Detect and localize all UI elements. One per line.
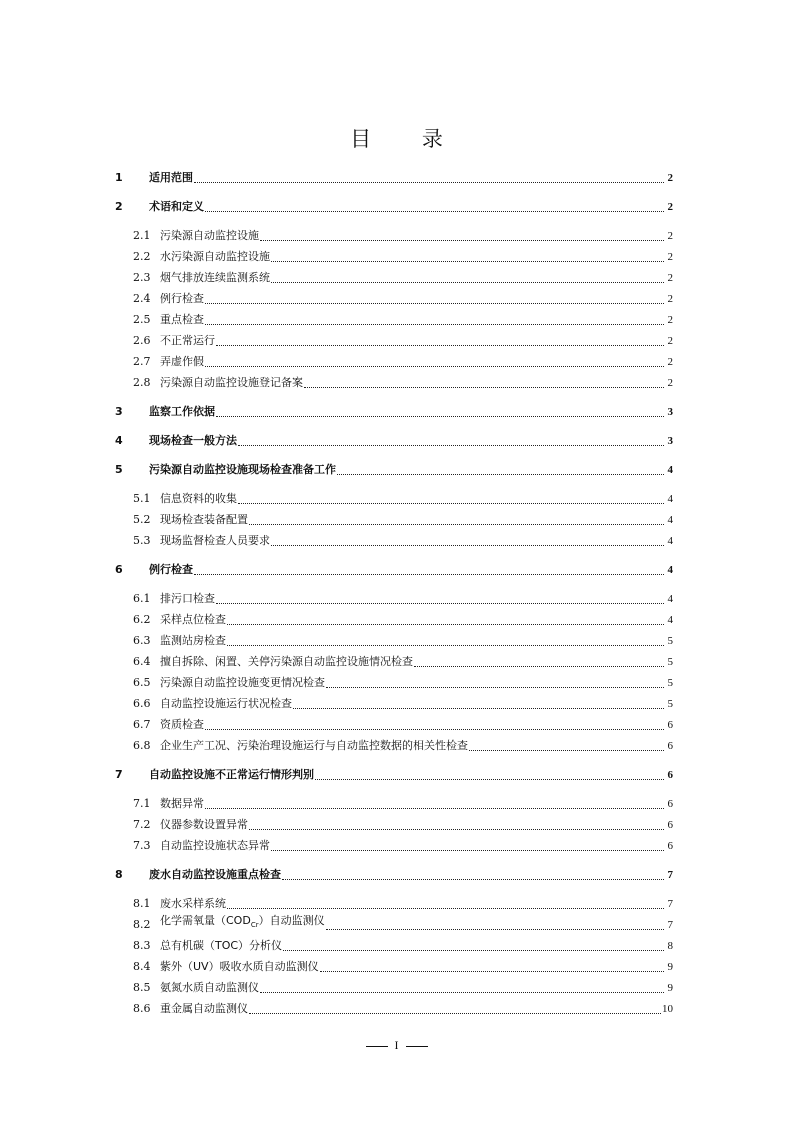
- toc-dot-leader: [205, 728, 664, 730]
- toc-section-entry[interactable]: [133, 959, 673, 975]
- toc-entry-title-text: 弄虚作假: [160, 355, 204, 368]
- toc-section-entry[interactable]: [133, 354, 673, 370]
- toc-section-entry[interactable]: [133, 675, 673, 691]
- toc-entry-page-number: 6: [667, 840, 673, 852]
- toc-entry-title-text: 现场检查一般方法: [149, 434, 237, 447]
- toc-entry-number: 7: [115, 768, 123, 781]
- toc-entry-title-text: 仪器参数设置异常: [160, 818, 248, 831]
- toc-section-entry[interactable]: [133, 312, 673, 328]
- toc-section-entry[interactable]: [133, 938, 673, 954]
- toc-entry-page-number: 7: [667, 898, 673, 910]
- toc-entry-title: [160, 1001, 248, 1017]
- toc-entry-page-number: 7: [667, 869, 673, 881]
- toc-section-entry[interactable]: [133, 512, 673, 528]
- toc-entry-title-text: 总有机碳（TOC）分析仪: [160, 939, 283, 952]
- toc-entry-title-text: 现场监督检查人员要求: [160, 534, 270, 547]
- toc-dot-leader: [320, 970, 664, 972]
- toc-entry-title: [149, 433, 237, 449]
- toc-section-entry[interactable]: [133, 333, 673, 349]
- toc-entry-title-text: 烟气排放连续监测系统: [160, 271, 270, 284]
- toc-entry-number: 6: [115, 563, 123, 576]
- toc-entry-number: 2.2: [133, 250, 151, 263]
- toc-entry-number: 8.5: [133, 981, 151, 994]
- toc-entry-page-number: 6: [667, 769, 673, 781]
- toc-entry-number: 6.7: [133, 718, 151, 731]
- toc-entry-title: [160, 612, 226, 628]
- toc-entry-title-text: 擅自拆除、闲置、关停污染源自动监控设施情况检查: [160, 655, 413, 668]
- toc-entry-title-text: 污染源自动监控设施: [160, 229, 259, 242]
- toc-entry-page-number: 2: [667, 251, 673, 263]
- toc-entry-number: 6.3: [133, 634, 151, 647]
- toc-entry-page-number: 5: [667, 698, 673, 710]
- toc-entry-number: 8: [115, 868, 123, 881]
- toc-entry-title-text: 自动监控设施运行状况检查: [160, 697, 292, 710]
- toc-chapter-entry[interactable]: [115, 170, 673, 186]
- toc-entry-title-text: 例行检查: [160, 292, 204, 305]
- toc-entry-page-number: 2: [667, 377, 673, 389]
- toc-entry-title-text-after: ）自动监测仪: [258, 913, 325, 927]
- toc-chapter-entry[interactable]: [115, 562, 673, 578]
- toc-entry-number: 5.2: [133, 513, 151, 526]
- toc-entry-title: [160, 654, 413, 670]
- toc-entry-title: [160, 633, 226, 649]
- toc-entry-title: [160, 312, 204, 328]
- toc-entry-title: [160, 491, 237, 507]
- toc-entry-title: [160, 796, 204, 812]
- toc-entry-title-text: 术语和定义: [149, 200, 204, 213]
- toc-entry-page-number: 5: [667, 677, 673, 689]
- toc-entry-number: 5.1: [133, 492, 151, 505]
- toc-entry-title: [149, 199, 204, 215]
- toc-entry-title: [160, 738, 468, 754]
- toc-entry-page-number: 4: [667, 593, 673, 605]
- toc-entry-title: [149, 562, 193, 578]
- toc-entry-number: 6.4: [133, 655, 151, 668]
- toc-entry-number: 8.2: [133, 918, 151, 931]
- toc-chapter-entry[interactable]: [115, 404, 673, 420]
- toc-entry-title: [160, 270, 270, 286]
- toc-entry-title-text: 污染源自动监控设施变更情况检查: [160, 676, 325, 689]
- toc-section-entry[interactable]: [133, 633, 673, 649]
- toc-entry-number: 8.6: [133, 1002, 151, 1015]
- toc-dot-leader: [271, 849, 664, 851]
- toc-entry-title: [160, 333, 215, 349]
- toc-entry-page-number: 2: [667, 293, 673, 305]
- toc-section-entry[interactable]: [133, 291, 673, 307]
- toc-dot-leader: [249, 828, 664, 830]
- toc-dot-leader: [260, 239, 664, 241]
- toc-entry-page-number: 8: [667, 940, 673, 952]
- toc-dot-leader: [283, 949, 664, 951]
- toc-entry-number: 5: [115, 463, 123, 476]
- toc-entry-page-number: 3: [667, 435, 673, 447]
- toc-entry-title-text: 重点检查: [160, 313, 204, 326]
- toc-entry-number: 6.2: [133, 613, 151, 626]
- toc-section-entry[interactable]: [133, 249, 673, 265]
- toc-chapter-entry[interactable]: [115, 767, 673, 783]
- toc-dot-leader: [326, 928, 664, 930]
- toc-dot-leader: [282, 878, 664, 880]
- toc-dot-leader: [271, 544, 664, 546]
- toc-entry-title-text: 废水自动监控设施重点检查: [149, 868, 281, 881]
- toc-dot-leader: [205, 323, 664, 325]
- toc-entry-title-text: 水污染源自动监控设施: [160, 250, 270, 263]
- toc-entry-number: 4: [115, 434, 123, 447]
- toc-entry-title-text: 废水采样系统: [160, 897, 226, 910]
- toc-dot-leader: [315, 778, 664, 780]
- toc-entry-title-text: 氨氮水质自动监测仪: [160, 981, 259, 994]
- toc-dot-leader: [216, 344, 664, 346]
- toc-dot-leader: [249, 523, 664, 525]
- toc-entry-number: 2.3: [133, 271, 151, 284]
- toc-entry-page-number: 4: [667, 564, 673, 576]
- toc-dot-leader: [227, 623, 664, 625]
- toc-entry-title: [160, 959, 319, 975]
- toc-section-entry[interactable]: [133, 980, 673, 996]
- toc-section-entry[interactable]: [133, 696, 673, 712]
- toc-section-entry[interactable]: [133, 896, 673, 912]
- toc-section-entry[interactable]: [133, 533, 673, 549]
- toc-entry-title: [160, 838, 270, 854]
- toc-entry-title: [160, 533, 270, 549]
- toc-section-entry[interactable]: [133, 375, 673, 391]
- toc-entry-title-subscript: Cr: [250, 921, 259, 929]
- toc-entry-title-text: 自动监控设施状态异常: [160, 839, 270, 852]
- toc-entry-number: 2.5: [133, 313, 151, 326]
- toc-dot-leader: [205, 365, 664, 367]
- toc-entry-title: [160, 228, 259, 244]
- toc-section-entry[interactable]: [133, 591, 673, 607]
- toc-entry-title-text: 例行检查: [149, 563, 193, 576]
- toc-entry-title-text: 重金属自动监测仪: [160, 1002, 248, 1015]
- toc-dot-leader: [271, 281, 664, 283]
- toc-chapter-entry[interactable]: [115, 433, 673, 449]
- toc-section-entry[interactable]: [133, 1001, 673, 1017]
- toc-dot-leader: [216, 415, 664, 417]
- toc-entry-page-number: 4: [667, 514, 673, 526]
- toc-entry-page-number: 7: [667, 919, 673, 931]
- toc-entry-title: [160, 938, 282, 954]
- toc-entry-number: 7.3: [133, 839, 151, 852]
- toc-entry-title: [160, 817, 248, 833]
- toc-dot-leader: [238, 444, 664, 446]
- toc-entry-title-text: 适用范围: [149, 171, 193, 184]
- toc-entry-title-text: 污染源自动监控设施现场检查准备工作: [149, 463, 336, 476]
- toc-entry-number: 7.1: [133, 797, 151, 810]
- toc-dot-leader: [469, 749, 664, 751]
- toc-entry-page-number: 2: [667, 356, 673, 368]
- footer-dash-left: [366, 1046, 388, 1047]
- toc-section-entry[interactable]: [133, 913, 673, 933]
- toc-dot-leader: [227, 644, 664, 646]
- toc-entry-page-number: 4: [667, 493, 673, 505]
- toc-entry-page-number: 10: [662, 1003, 673, 1015]
- toc-entry-number: 2.7: [133, 355, 151, 368]
- toc-entry-page-number: 2: [667, 314, 673, 326]
- toc-entry-title: [160, 696, 292, 712]
- toc-entry-page-number: 2: [667, 335, 673, 347]
- toc-entry-title-text: 采样点位检查: [160, 613, 226, 626]
- toc-entry-number: 8.3: [133, 939, 151, 952]
- toc-entry-page-number: 5: [667, 656, 673, 668]
- toc-entry-page-number: 2: [667, 272, 673, 284]
- footer-dash-right: [406, 1046, 428, 1047]
- toc-entry-title-text: 不正常运行: [160, 334, 215, 347]
- toc-entry-title-text: 信息资料的收集: [160, 492, 237, 505]
- toc-entry-title-text: 监测站房检查: [160, 634, 226, 647]
- toc-dot-leader: [205, 210, 664, 212]
- toc-dot-leader: [238, 502, 664, 504]
- toc-entry-title-text: 监察工作依据: [149, 405, 215, 418]
- toc-dot-leader: [271, 260, 664, 262]
- toc-entry-page-number: 6: [667, 798, 673, 810]
- toc-entry-title: [149, 462, 336, 478]
- toc-entry-title: [149, 170, 193, 186]
- toc-section-entry[interactable]: [133, 228, 673, 244]
- toc-entry-number: 8.1: [133, 897, 151, 910]
- toc-section-entry[interactable]: [133, 838, 673, 854]
- toc-entry-page-number: 2: [667, 172, 673, 184]
- toc-chapter-entry[interactable]: [115, 462, 673, 478]
- toc-section-entry[interactable]: [133, 491, 673, 507]
- toc-entry-title: [160, 512, 248, 528]
- toc-entry-number: 1: [115, 171, 123, 184]
- toc-entry-page-number: 5: [667, 635, 673, 647]
- toc-entry-page-number: 6: [667, 719, 673, 731]
- toc-entry-number: 5.3: [133, 534, 151, 547]
- toc-section-entry[interactable]: [133, 270, 673, 286]
- toc-entry-title: [160, 375, 303, 391]
- toc-entry-number: 2.4: [133, 292, 151, 305]
- toc-entry-number: 6.1: [133, 592, 151, 605]
- toc-entry-title-text: 自动监控设施不正常运行情形判别: [149, 768, 314, 781]
- toc-entry-title: [160, 354, 204, 370]
- toc-dot-leader: [304, 386, 664, 388]
- toc-section-entry[interactable]: [133, 612, 673, 628]
- toc-entry-page-number: 2: [667, 201, 673, 213]
- toc-dot-leader: [337, 473, 664, 475]
- toc-entry-number: 2.8: [133, 376, 151, 389]
- toc-section-entry[interactable]: [133, 817, 673, 833]
- toc-entry-title-text: 企业生产工况、污染治理设施运行与自动监控数据的相关性检查: [160, 739, 468, 752]
- toc-entry-number: 7.2: [133, 818, 151, 831]
- toc-entry-number: 2.1: [133, 229, 151, 242]
- toc-dot-leader: [205, 807, 664, 809]
- toc-entry-number: 8.4: [133, 960, 151, 973]
- toc-dot-leader: [414, 665, 664, 667]
- toc-entry-title-text: 现场检查装备配置: [160, 513, 248, 526]
- toc-entry-title-text: 污染源自动监控设施登记备案: [160, 376, 303, 389]
- toc-entry-title: [149, 767, 314, 783]
- toc-entry-title: [160, 896, 226, 912]
- toc-dot-leader: [194, 181, 664, 183]
- toc-dot-leader: [249, 1012, 661, 1014]
- toc-entry-number: 6.8: [133, 739, 151, 752]
- toc-chapter-entry[interactable]: [115, 199, 673, 215]
- toc-entry-page-number: 6: [667, 740, 673, 752]
- toc-entry-title-text: 数据异常: [160, 797, 204, 810]
- page-title: 目 录: [350, 127, 465, 151]
- toc-entry-title-text: 紫外（UV）吸收水质自动监测仪: [160, 960, 319, 973]
- toc-entry-title: [160, 675, 325, 691]
- toc-entry-page-number: 6: [667, 819, 673, 831]
- toc-entry-title-text: 排污口检查: [160, 592, 215, 605]
- toc-dot-leader: [260, 991, 664, 993]
- footer-page-number: I: [394, 1038, 399, 1052]
- toc-entry-number: 2.6: [133, 334, 151, 347]
- toc-entry-number: 6.5: [133, 676, 151, 689]
- toc-entry-title: [149, 867, 281, 883]
- toc-entry-number: 3: [115, 405, 123, 418]
- toc-entry-title-text: 化学需氧量（COD: [160, 913, 251, 927]
- toc-section-entry[interactable]: [133, 738, 673, 754]
- toc-entry-title: [160, 913, 325, 933]
- toc-dot-leader: [326, 686, 664, 688]
- toc-entry-number: 6.6: [133, 697, 151, 710]
- toc-section-entry[interactable]: [133, 654, 673, 670]
- toc-dot-leader: [227, 907, 664, 909]
- toc-section-entry[interactable]: [133, 796, 673, 812]
- toc-entry-page-number: 3: [667, 406, 673, 418]
- toc-dot-leader: [216, 602, 664, 604]
- toc-entry-title: [149, 404, 215, 420]
- toc-chapter-entry[interactable]: [115, 867, 673, 883]
- page-footer: [0, 1038, 793, 1052]
- toc-entry-page-number: 9: [667, 982, 673, 994]
- toc-section-entry[interactable]: [133, 717, 673, 733]
- toc-entry-number: 2: [115, 200, 123, 213]
- toc-entry-title-text: 资质检查: [160, 718, 204, 731]
- toc-dot-leader: [293, 707, 664, 709]
- toc-entry-page-number: 4: [667, 535, 673, 547]
- toc-entry-page-number: 4: [667, 464, 673, 476]
- toc-entry-title: [160, 980, 259, 996]
- toc-entry-title: [160, 591, 215, 607]
- toc-entry-title: [160, 717, 204, 733]
- toc-entry-title: [160, 249, 270, 265]
- toc-entry-title: [160, 291, 204, 307]
- toc-dot-leader: [194, 573, 664, 575]
- toc-entry-page-number: 9: [667, 961, 673, 973]
- toc-entry-page-number: 2: [667, 230, 673, 242]
- toc-entry-page-number: 4: [667, 614, 673, 626]
- toc-dot-leader: [205, 302, 664, 304]
